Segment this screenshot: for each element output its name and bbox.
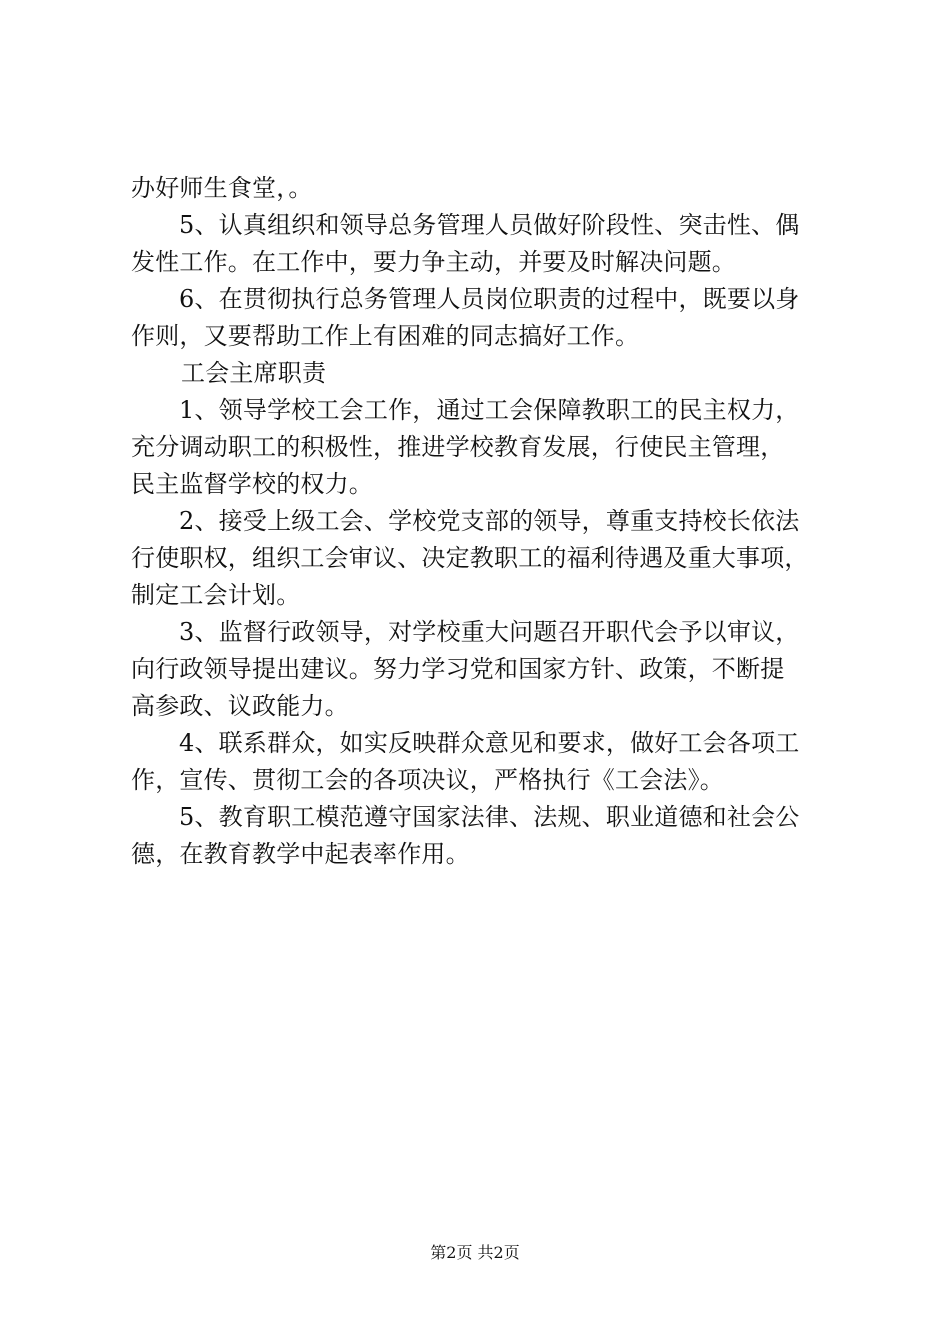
text-line: 作则，又要帮助工作上有困难的同志搞好工作。: [131, 322, 640, 350]
text-line: 办好师生食堂，。: [131, 174, 313, 202]
text-line: 6、在贯彻执行总务管理人员岗位职责的过程中，既要以身: [179, 285, 800, 313]
text-line: 5、认真组织和领导总务管理人员做好阶段性、突击性、偶: [179, 211, 800, 239]
text-line: 3、监督行政领导，对学校重大问题召开职代会予以审议，: [179, 618, 800, 646]
text-line: 4、联系群众，如实反映群众意见和要求，做好工会各项工: [179, 729, 800, 757]
section-heading: 工会主席职责: [181, 359, 327, 387]
text-line: 行使职权，组织工会审议、决定教职工的福利待遇及重大事项，: [131, 544, 809, 572]
text-line: 充分调动职工的积极性，推进学校教育发展，行使民主管理，: [131, 433, 785, 461]
text-line: 1、领导学校工会工作，通过工会保障教职工的民主权力，: [179, 396, 800, 424]
text-line: 2、接受上级工会、学校党支部的领导，尊重支持校长依法: [179, 507, 800, 535]
text-line: 制定工会计划。: [131, 581, 301, 609]
text-line: 作，宣传、贯彻工会的各项决议，严格执行《工会法》。: [131, 766, 724, 794]
document-body: [131, 170, 831, 873]
text-line: 民主监督学校的权力。: [131, 470, 373, 498]
text-line: 高参政、议政能力。: [131, 692, 349, 720]
page-footer: 第2页 共2页: [430, 1243, 520, 1262]
text-line: 向行政领导提出建议。努力学习党和国家方针、政策，不断提: [131, 655, 785, 683]
text-line: 5、教育职工模范遵守国家法律、法规、职业道德和社会公: [179, 803, 800, 831]
text-line: 发性工作。在工作中，要力争主动，并要及时解决问题。: [131, 248, 736, 276]
text-line: 德，在教育教学中起表率作用。: [131, 840, 470, 868]
